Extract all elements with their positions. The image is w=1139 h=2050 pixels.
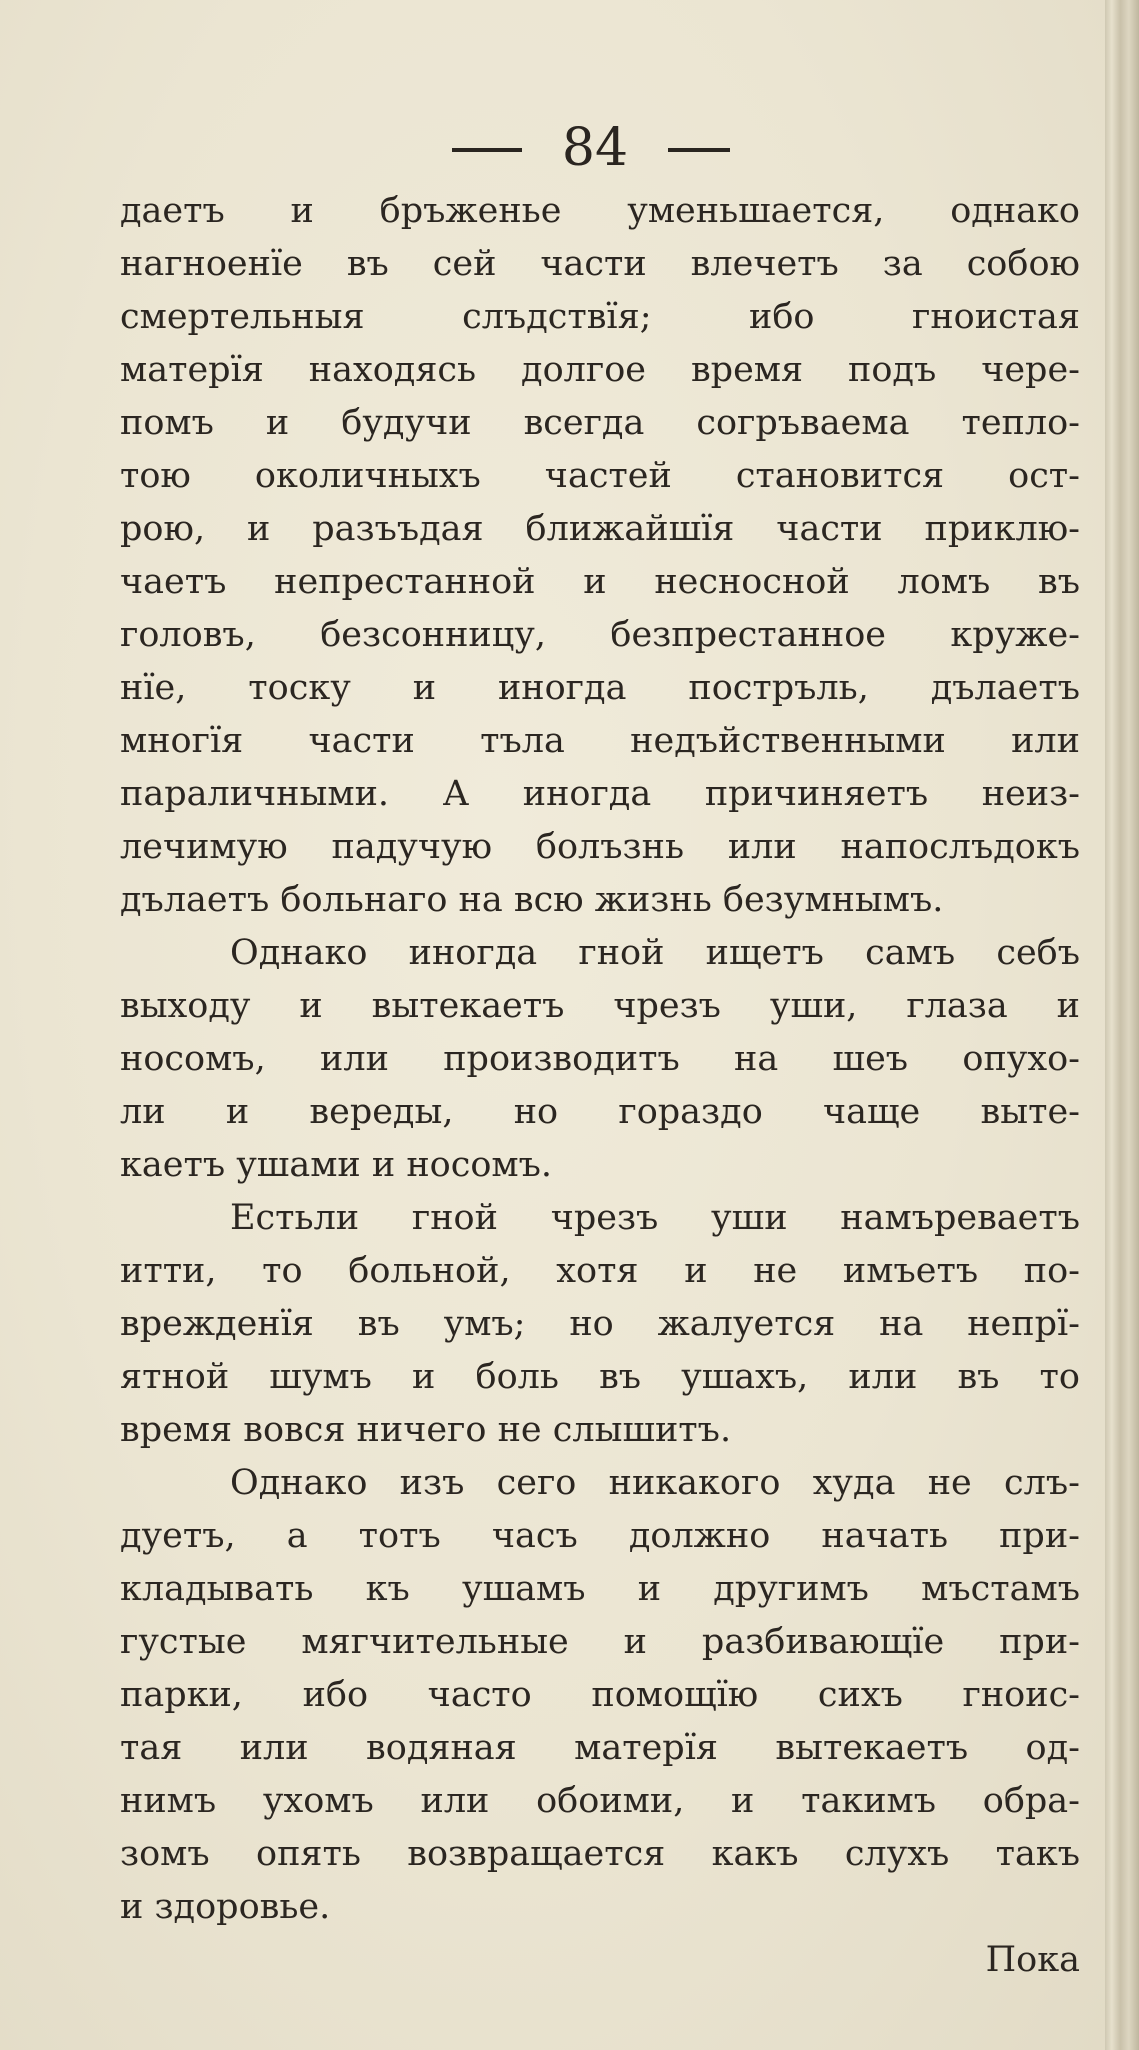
text-line: дуетъ, а тотъ часъ должно начать при- [120, 1516, 1080, 1556]
text-line: Однако иногда гной ищетъ самъ себъ [230, 933, 1080, 973]
text-line: нимъ ухомъ или обоими, и такимъ обра- [120, 1781, 1080, 1821]
text-line: головъ, безсонницу, безпрестанное круже- [120, 615, 1080, 655]
text-line: лечимую падучую болъзнь или напослъдокъ [120, 827, 1080, 867]
text-line: рою, и разъъдая ближайшїя части приклю- [120, 509, 1080, 549]
body-text [120, 185, 1080, 1987]
text-line: Естьли гной чрезъ уши намъреваетъ [230, 1198, 1080, 1238]
text-line: ли и вереды, но гораздо чаще выте- [120, 1092, 1080, 1132]
text-line: каетъ ушами и носомъ. [120, 1145, 553, 1185]
page-edge [1105, 0, 1139, 2050]
text-line: и здоровье. [120, 1887, 331, 1927]
text-line: смертельныя слъдствїя; ибо гноистая [120, 297, 1080, 337]
text-line: итти, то больной, хотя и не имъетъ по- [120, 1251, 1080, 1291]
text-line: помъ и будучи всегда согръваема тепло- [120, 403, 1080, 443]
text-line: выходу и вытекаетъ чрезъ уши, глаза и [120, 986, 1080, 1026]
page-number: 84 [561, 118, 629, 178]
text-line: чаетъ непрестанной и несносной ломъ въ [120, 562, 1080, 602]
text-line: врежденїя въ умъ; но жалуется на непрї- [120, 1304, 1080, 1344]
text-line: ятной шумъ и боль въ ушахъ, или въ то [120, 1357, 1080, 1397]
text-line: тая или водяная матерїя вытекаетъ од- [120, 1728, 1080, 1768]
text-line: Однако изъ сего никакого худа не слъ- [230, 1463, 1080, 1503]
page-header [0, 118, 1105, 178]
text-line: густые мягчительные и разбивающїе при- [120, 1622, 1080, 1662]
text-line: тою околичныхъ частей становится ост- [120, 456, 1080, 496]
text-line: нагноенїе въ сей части влечетъ за собою [120, 244, 1080, 284]
text-line: парки, ибо часто помощїю сихъ гноис- [120, 1675, 1080, 1715]
header-dash-left [452, 148, 522, 152]
text-line: время вовся ничего не слышитъ. [120, 1410, 732, 1450]
text-line: нїе, тоску и иногда постръль, дълаетъ [120, 668, 1080, 708]
catchword: Пока [985, 1940, 1080, 1980]
text-line: дълаетъ больнаго на всю жизнь безумнымъ. [120, 880, 944, 920]
text-line: даетъ и бръженье уменьшается, однако [120, 191, 1080, 231]
text-line: носомъ, или производитъ на шеъ опухо- [120, 1039, 1080, 1079]
text-line: зомъ опять возвращается какъ слухъ такъ [120, 1834, 1080, 1874]
text-line: многїя части тъла недъйственными или [120, 721, 1080, 761]
text-line: кладывать къ ушамъ и другимъ мъстамъ [120, 1569, 1080, 1609]
text-line: матерїя находясь долгое время подъ чере- [120, 350, 1080, 390]
header-dash-right [668, 148, 730, 152]
text-line: параличными. А иногда причиняетъ неиз- [120, 774, 1080, 814]
